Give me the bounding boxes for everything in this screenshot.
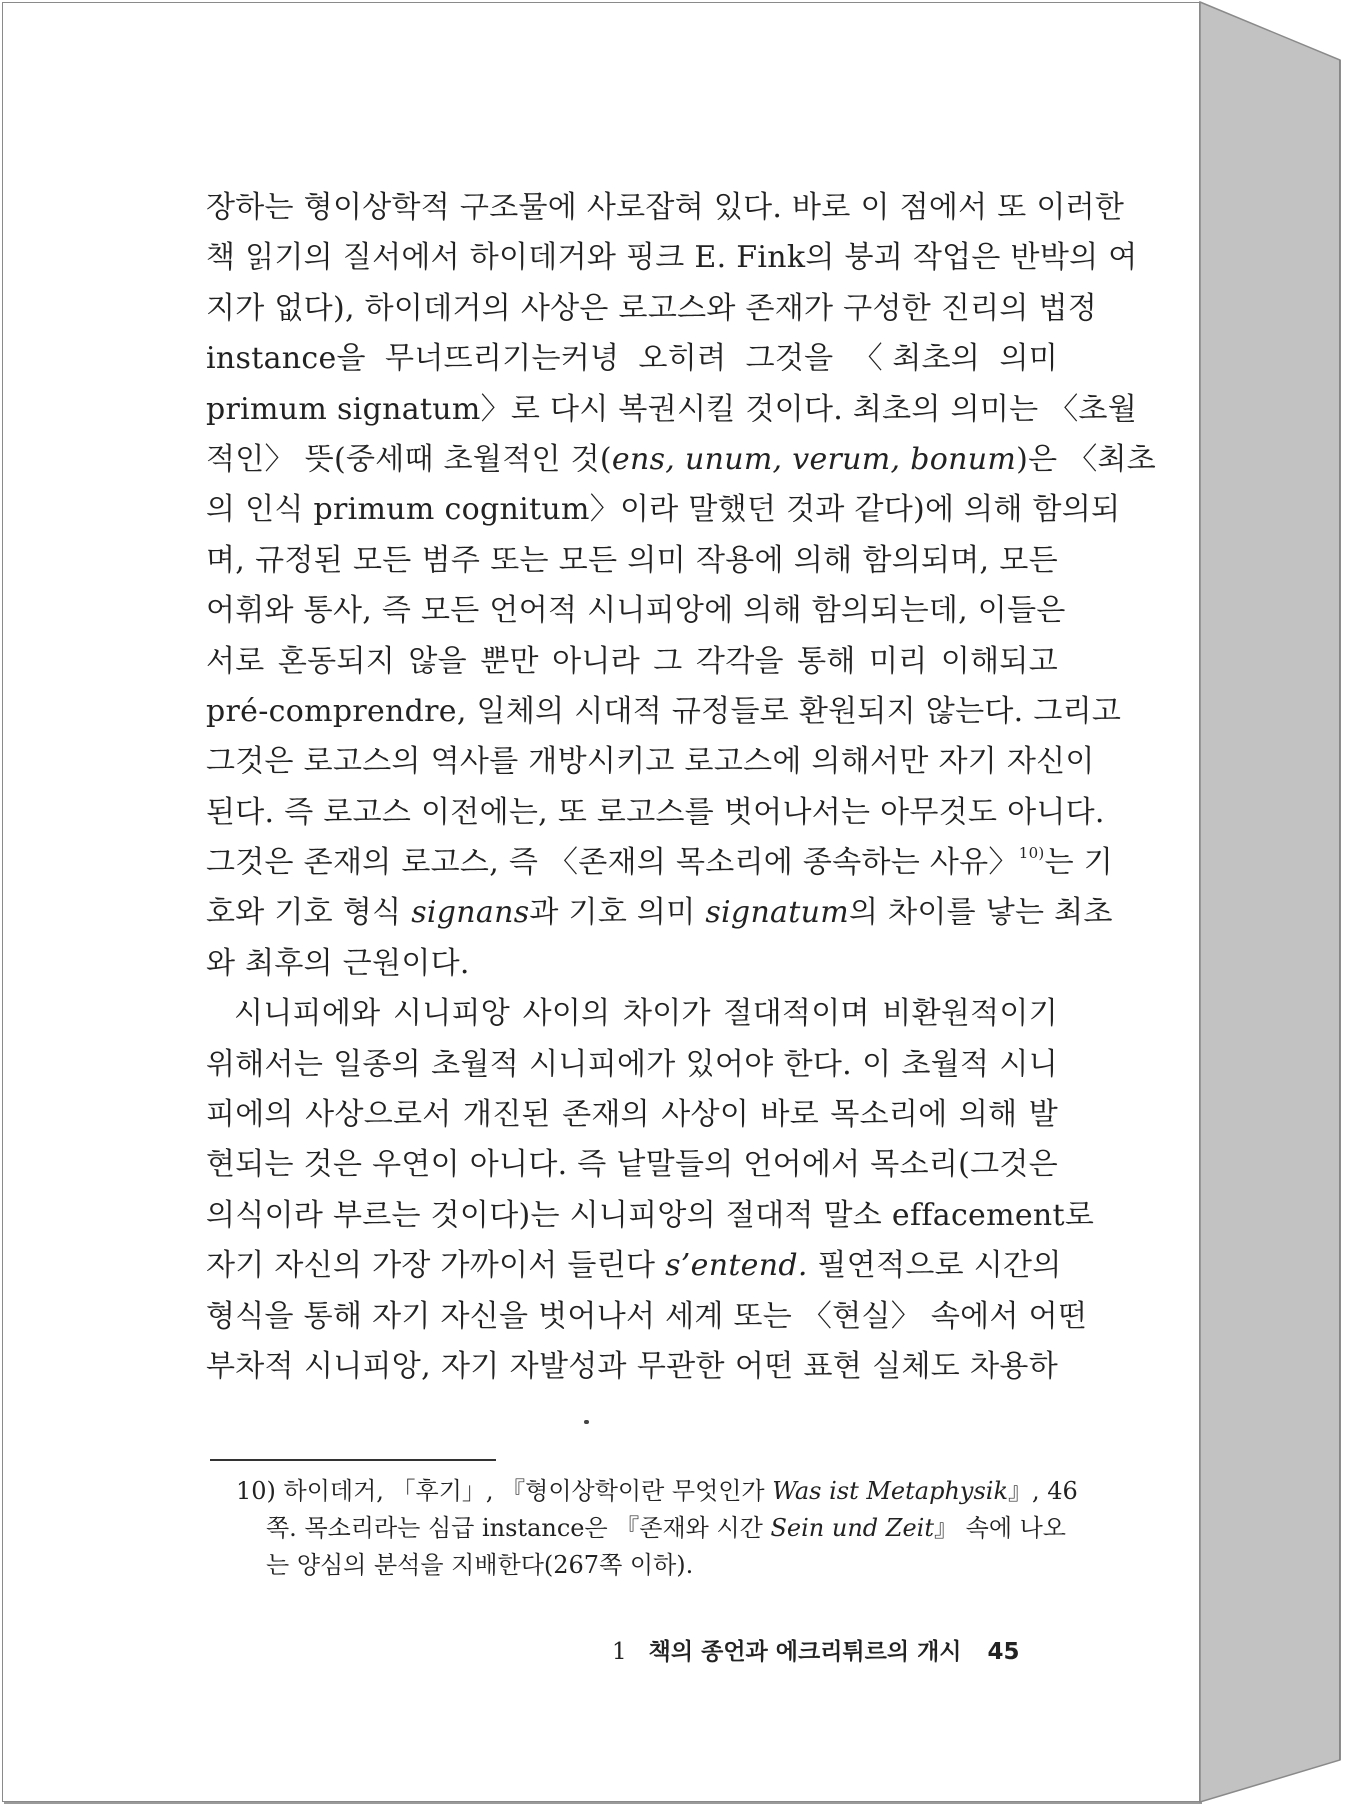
text-run: 어휘와 통사, 즉 모든 언어적 시니피앙에 의해 함의되는데, 이들은 [206,593,1066,629]
italic-term: signans [411,895,530,931]
body-line [206,1241,1062,1291]
footnote-line [236,1510,1066,1547]
text-run: 는 기 [1044,845,1113,881]
italic-term: Was ist Metaphysik [772,1477,1008,1505]
text-run: 시니피에와 시니피앙 사이의 차이가 절대적이며 비환원적이기 [234,996,1058,1032]
text-run: 의 인식 primum cognitum〉이라 말했던 것과 같다)에 의해 함의되 [206,492,1121,528]
body-line [206,385,1138,435]
text-run: 10) 하이데거, 「후기」, 『형이상학이란 무엇인가 [236,1477,773,1505]
footnote [236,1473,1078,1584]
body-line [206,586,1066,636]
text-run: 는 양심의 분석을 지배한다(267쪽 이하). [266,1551,694,1579]
body-line [206,536,1058,586]
body-line [206,1040,1058,1090]
text-run: 필연적으로 시간의 [807,1248,1062,1284]
text-run: 위해서는 일종의 초월적 시니피에가 있어야 한다. 이 초월적 시니 [206,1046,1058,1082]
text-run: 적인〉 뜻(중세때 초월적인 것( [206,441,612,477]
body-line [206,284,1098,334]
italic-term: s’entend. [665,1248,808,1284]
text-run: 장하는 형이상학적 구조물에 사로잡혀 있다. 바로 이 점에서 또 이러한 [206,190,1125,225]
text-run: 자기 자신의 가장 가까이서 들린다 [206,1248,666,1284]
italic-term: Sein und Zeit [770,1514,934,1542]
text-run: 그것은 로고스의 역사를 개방시키고 로고스에 의해서만 자기 자신이 [206,744,1095,780]
footnote-rule [210,1459,496,1461]
body-line [206,334,1058,384]
italic-term: ens, unum, verum, bonum [611,441,1017,477]
text-run: 며, 규정된 모든 범주 또는 모든 의미 작용에 의해 함의되며, 모든 [206,542,1058,578]
text-run: 지가 없다), 하이데거의 사상은 로고스와 존재가 구성한 진리의 법정 [206,290,1098,326]
text-run: 쪽. 목소리라는 심급 instance은 『존재와 시간 [266,1514,771,1542]
body-line [206,939,1058,989]
page-number: 45 [987,1639,1020,1665]
footnote-marker: 10) [1018,844,1045,863]
text-run: 책 읽기의 질서에서 하이데거와 핑크 E. Fink의 붕괴 작업은 반박의 여 [206,240,1138,276]
body-line [206,1090,1058,1140]
book-spine [1198,0,1354,1806]
italic-term: signatum [705,895,849,931]
footnote-line [236,1547,1058,1584]
body-line [206,1140,1058,1190]
body-line [206,183,1125,233]
text-run: instance을 무너뜨리기는커녕 오히려 그것을 〈최초의 의미 [206,341,1058,377]
body-line [206,1342,1058,1392]
text-run: 호와 기호 형식 [206,895,412,931]
text-run: 의 차이를 낳는 최초 [848,895,1113,931]
body-line [206,637,1058,687]
text-run: )은 〈최초 [1016,441,1157,477]
text-run: 서로 혼동되지 않을 뿐만 아니라 그 각각을 통해 미리 이해되고 [206,643,1058,679]
text-run: 의식이라 부르는 것이다)는 시니피앙의 절대적 말소 effacement로 [206,1197,1095,1233]
text-run: 그것은 존재의 로고스, 즉 〈존재의 목소리에 종속하는 사유〉 [206,845,1019,881]
text-run: 』, 46 [1008,1477,1078,1505]
body-line [206,788,1105,838]
text-run: 형식을 통해 자기 자신을 벗어나서 세계 또는 〈현실〉 속에서 어떤 [206,1298,1088,1334]
body-text [206,183,1157,1392]
chapter-number: 1 [612,1639,627,1665]
chapter-title: 책의 종언과 에크리튀르의 개시 [648,1639,962,1665]
text-run: 』 속에 나오 [934,1514,1066,1542]
footnote-line [236,1473,1078,1510]
body-line [206,233,1138,283]
body-line [206,888,1113,938]
body-line [206,838,1113,888]
body-line [206,687,1122,737]
text-run: 피에의 사상으로서 개진된 존재의 사상이 바로 목소리에 의해 발 [206,1097,1058,1133]
text-run: 현되는 것은 우연이 아니다. 즉 낱말들의 언어에서 목소리(그것은 [206,1147,1058,1183]
running-footer [612,1633,1020,1666]
text-run: primum signatum〉로 다시 복권시킬 것이다. 최초의 의미는 〈초월 [206,391,1138,427]
ink-speck [584,1420,589,1424]
body-line [206,737,1095,787]
body-line [206,989,1058,1039]
body-line [206,435,1157,485]
text-run: 부차적 시니피앙, 자기 자발성과 무관한 어떤 표현 실체도 차용하 [206,1348,1058,1384]
body-line [206,485,1121,535]
body-line [206,1191,1095,1241]
text-run: 과 기호 의미 [529,895,706,931]
text-run: 된다. 즉 로고스 이전에는, 또 로고스를 벗어나서는 아무것도 아니다. [206,794,1105,830]
text-run: 와 최후의 근원이다. [206,945,470,981]
text-run: pré-comprendre, 일체의 시대적 규정들로 환원되지 않는다. 그리고 [206,693,1122,729]
body-line [206,1292,1088,1342]
